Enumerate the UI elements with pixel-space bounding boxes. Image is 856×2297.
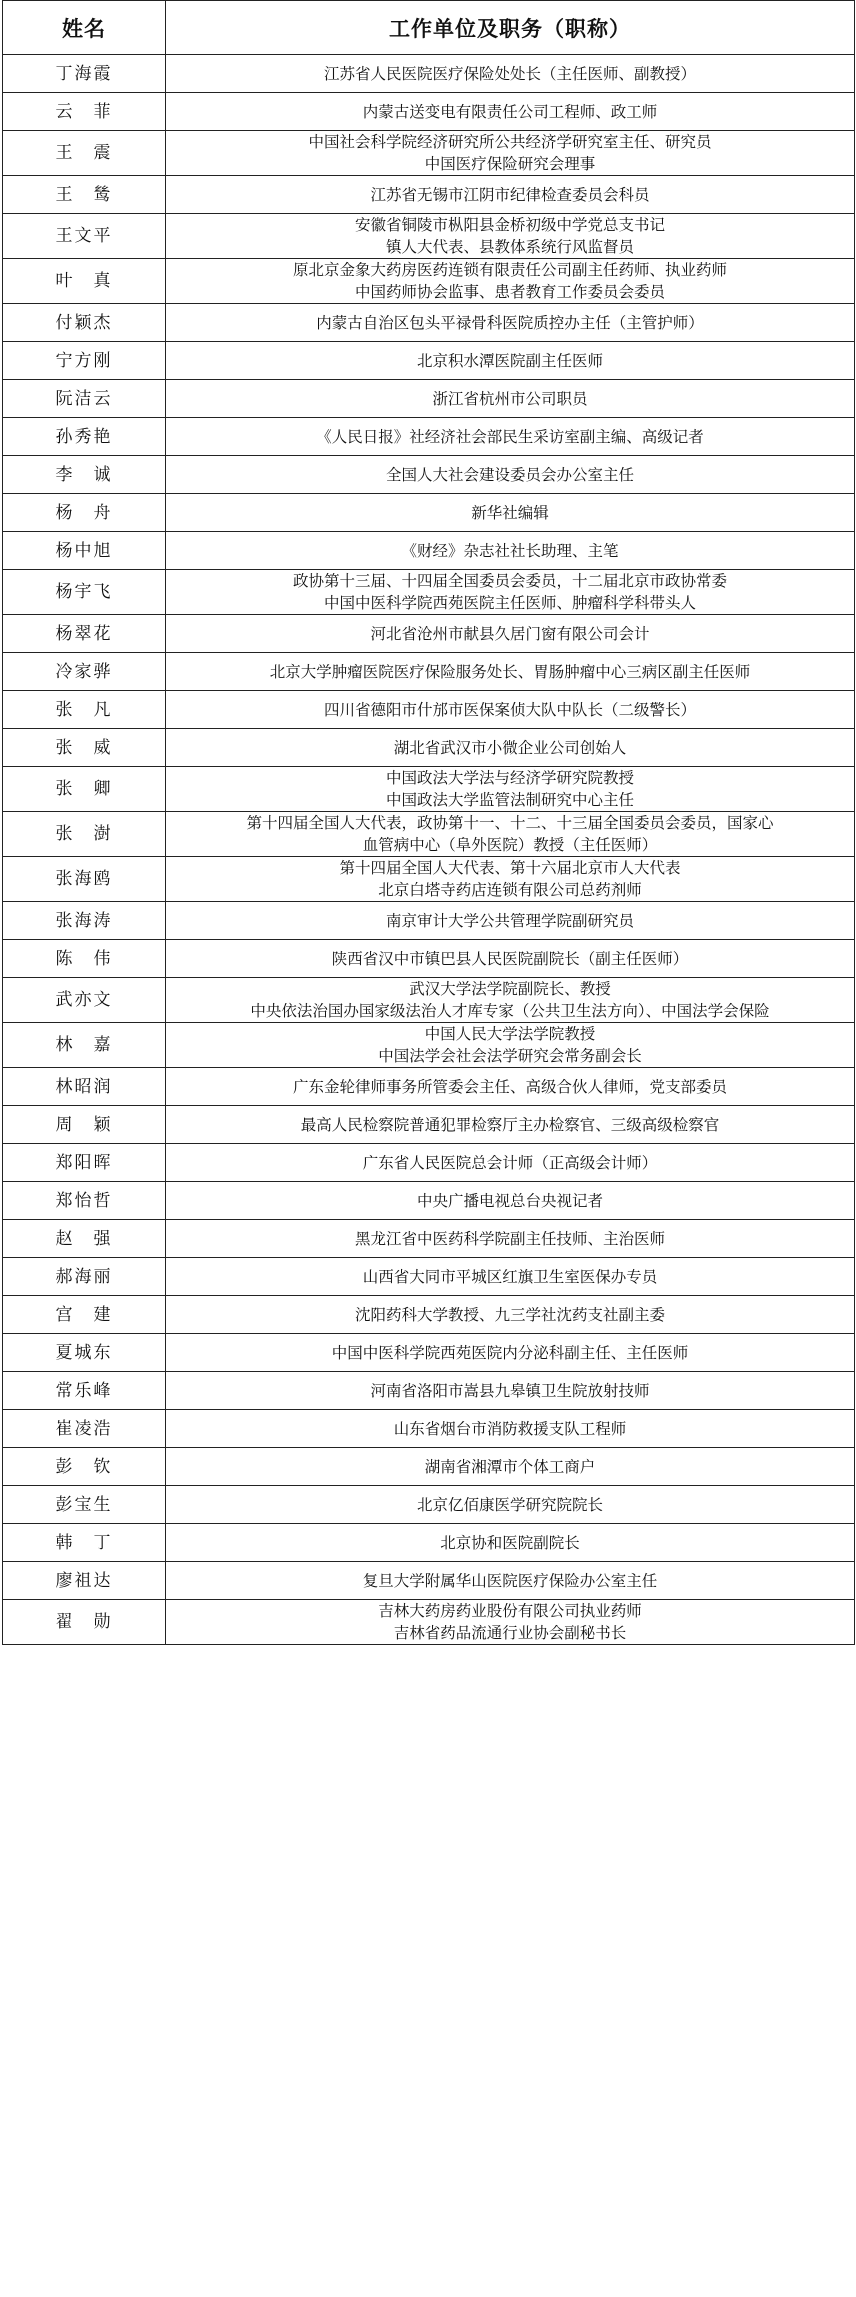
name-column-header: 姓名	[3, 1, 166, 55]
member-affiliation	[166, 902, 855, 940]
affiliation-line: 沈阳药科大学教授、九三学社沈药支社副主委	[354, 1305, 665, 1324]
table-row	[3, 214, 855, 259]
affiliation-line: 河南省洛阳市嵩县九皋镇卫生院放射技师	[370, 1381, 650, 1400]
member-name: 张 澍	[3, 812, 166, 857]
table-row	[3, 1023, 855, 1068]
member-name: 阮洁云	[3, 380, 166, 418]
member-affiliation	[166, 691, 855, 729]
table-row	[3, 857, 855, 902]
member-name: 叶 真	[3, 259, 166, 304]
header-row	[3, 1, 855, 55]
table-row	[3, 55, 855, 93]
affiliation-line: 中国法学会社会法学研究会常务副会长	[378, 1047, 642, 1065]
member-name: 林 嘉	[3, 1023, 166, 1068]
table-row	[3, 494, 855, 532]
affiliation-line: 《财经》杂志社社长助理、主笔	[401, 541, 619, 560]
member-name: 彭宝生	[3, 1486, 166, 1524]
member-affiliation	[166, 55, 855, 93]
member-name: 付颖杰	[3, 304, 166, 342]
table-row	[3, 1068, 855, 1106]
member-affiliation	[166, 1182, 855, 1220]
affiliation-line: 广东金轮律师事务所管委会主任、高级合伙人律师，党支部委员	[292, 1077, 727, 1096]
member-affiliation	[166, 1562, 855, 1600]
affiliation-line: 血管病中心（阜外医院）教授（主任医师）	[362, 836, 658, 854]
affiliation-line: 河北省沧州市献县久居门窗有限公司会计	[370, 624, 650, 643]
table-row	[3, 691, 855, 729]
affiliation-line: 中国政法大学监管法制研究中心主任	[385, 791, 634, 809]
table-row	[3, 1486, 855, 1524]
affiliation-line: 四川省德阳市什邡市医保案侦大队中队长（二级警长）	[323, 700, 696, 719]
table-row	[3, 532, 855, 570]
member-name: 崔凌浩	[3, 1410, 166, 1448]
affiliation-line: 安徽省铜陵市枞阳县金桥初级中学党总支书记	[354, 216, 665, 234]
member-name: 郑怡哲	[3, 1182, 166, 1220]
affiliation-line: 广东省人民医院总会计师（正高级会计师）	[362, 1153, 658, 1172]
member-affiliation	[166, 1144, 855, 1182]
member-affiliation	[166, 1524, 855, 1562]
affiliation-line: 吉林省药品流通行业协会副秘书长	[393, 1624, 627, 1642]
affiliation-line: 镇人大代表、县教体系统行风监督员	[385, 238, 634, 256]
member-affiliation	[166, 418, 855, 456]
member-name: 丁海霞	[3, 55, 166, 93]
member-affiliation	[166, 1068, 855, 1106]
member-name: 张 威	[3, 729, 166, 767]
member-name: 林昭润	[3, 1068, 166, 1106]
roster-body	[3, 55, 855, 1645]
member-affiliation	[166, 532, 855, 570]
member-name: 廖祖达	[3, 1562, 166, 1600]
affiliation-line: 中国中医科学院西苑医院内分泌科副主任、主任医师	[331, 1343, 689, 1362]
member-affiliation	[166, 494, 855, 532]
member-name: 陈 伟	[3, 940, 166, 978]
member-affiliation	[166, 1258, 855, 1296]
table-row	[3, 1524, 855, 1562]
member-name: 张 凡	[3, 691, 166, 729]
affiliation-line: 内蒙古自治区包头平禄骨科医院质控办主任（主管护师）	[316, 313, 704, 332]
member-name: 翟 勋	[3, 1600, 166, 1645]
affiliation-line: 陕西省汉中市镇巴县人民医院副院长（副主任医师）	[331, 949, 689, 968]
member-affiliation	[166, 131, 855, 176]
affiliation-line: 北京积水潭医院副主任医师	[416, 351, 603, 370]
member-affiliation	[166, 93, 855, 131]
member-name: 宁方刚	[3, 342, 166, 380]
member-name: 冷家骅	[3, 653, 166, 691]
affiliation-line: 复旦大学附属华山医院医疗保险办公室主任	[362, 1571, 658, 1590]
table-row	[3, 978, 855, 1023]
member-affiliation	[166, 653, 855, 691]
member-name: 张海涛	[3, 902, 166, 940]
table-row	[3, 1296, 855, 1334]
affiliation-line: 《人民日报》社经济社会部民生采访室副主编、高级记者	[316, 427, 704, 446]
table-row	[3, 1182, 855, 1220]
affiliation-line: 北京大学肿瘤医院医疗保险服务处长、胃肠肿瘤中心三病区副主任医师	[269, 662, 751, 681]
member-affiliation	[166, 214, 855, 259]
affiliation-line: 最高人民检察院普通犯罪检察厅主办检察官、三级高级检察官	[300, 1115, 720, 1134]
affiliation-line: 中国中医科学院西苑医院主任医师、肿瘤科学科带头人	[323, 594, 696, 612]
table-row	[3, 1372, 855, 1410]
affiliation-line: 山西省大同市平城区红旗卫生室医保办专员	[362, 1267, 658, 1286]
member-name: 郝海丽	[3, 1258, 166, 1296]
table-row	[3, 1334, 855, 1372]
table-row	[3, 259, 855, 304]
affiliation-line: 北京协和医院副院长	[440, 1533, 580, 1552]
affiliation-line: 武汉大学法学院副院长、教授	[409, 980, 611, 998]
member-affiliation	[166, 1410, 855, 1448]
table-row	[3, 1410, 855, 1448]
member-affiliation	[166, 380, 855, 418]
affiliation-line: 新华社编辑	[471, 503, 549, 522]
member-affiliation	[166, 1220, 855, 1258]
table-row	[3, 342, 855, 380]
member-affiliation	[166, 304, 855, 342]
table-row	[3, 418, 855, 456]
affiliation-line: 中国人民大学法学院教授	[424, 1025, 596, 1043]
member-affiliation	[166, 1486, 855, 1524]
member-name: 郑阳晖	[3, 1144, 166, 1182]
table-row	[3, 812, 855, 857]
member-affiliation	[166, 767, 855, 812]
member-name: 杨中旭	[3, 532, 166, 570]
member-affiliation	[166, 1600, 855, 1645]
table-row	[3, 131, 855, 176]
table-row	[3, 176, 855, 214]
member-name: 武亦文	[3, 978, 166, 1023]
affiliation-line: 南京审计大学公共管理学院副研究员	[385, 911, 634, 930]
affiliation-line: 内蒙古送变电有限责任公司工程师、政工师	[362, 102, 658, 121]
affiliation-line: 中国社会科学院经济研究所公共经济学研究室主任、研究员	[308, 133, 712, 151]
member-name: 李 诚	[3, 456, 166, 494]
member-affiliation	[166, 940, 855, 978]
affiliation-line: 江苏省无锡市江阴市纪律检查委员会科员	[370, 185, 650, 204]
affiliation-line: 中国医疗保险研究会理事	[424, 155, 596, 173]
member-name: 张 卿	[3, 767, 166, 812]
member-name: 王 震	[3, 131, 166, 176]
member-name: 常乐峰	[3, 1372, 166, 1410]
table-row	[3, 767, 855, 812]
member-name: 杨宇飞	[3, 570, 166, 615]
table-row	[3, 1220, 855, 1258]
member-name: 王文平	[3, 214, 166, 259]
member-affiliation	[166, 1023, 855, 1068]
affiliation-line: 第十四届全国人大代表、第十六届北京市人大代表	[339, 859, 681, 877]
affiliation-line: 江苏省人民医院医疗保险处处长（主任医师、副教授）	[323, 64, 696, 83]
member-affiliation	[166, 259, 855, 304]
affiliation-line: 政协第十三届、十四届全国委员会委员，十二届北京市政协常委	[292, 572, 727, 590]
member-affiliation	[166, 1448, 855, 1486]
member-name: 彭 钦	[3, 1448, 166, 1486]
member-name: 杨翠花	[3, 615, 166, 653]
member-affiliation	[166, 812, 855, 857]
table-row	[3, 93, 855, 131]
member-affiliation	[166, 978, 855, 1023]
member-name: 张海鸥	[3, 857, 166, 902]
table-row	[3, 653, 855, 691]
affiliation-line: 湖南省湘潭市个体工商户	[424, 1457, 596, 1476]
member-name: 宫 建	[3, 1296, 166, 1334]
member-name: 杨 舟	[3, 494, 166, 532]
affiliation-line: 原北京金象大药房医药连锁有限责任公司副主任药师、执业药师	[292, 261, 727, 279]
table-row	[3, 570, 855, 615]
member-roster-table	[2, 0, 855, 1645]
table-row	[3, 902, 855, 940]
member-affiliation	[166, 729, 855, 767]
affiliation-line: 中央广播电视总台央视记者	[416, 1191, 603, 1210]
member-name: 孙秀艳	[3, 418, 166, 456]
affiliation-line: 山东省烟台市消防救援支队工程师	[393, 1419, 627, 1438]
affiliation-line: 中央依法治国办国家级法治人才库专家（公共卫生法方向）、中国法学会保险	[250, 1002, 770, 1020]
affiliation-line: 第十四届全国人大代表，政协第十一、十二、十三届全国委员会委员，国家心	[246, 814, 774, 832]
affiliation-line: 北京亿佰康医学研究院院长	[416, 1495, 603, 1514]
affiliation-line: 浙江省杭州市公司职员	[432, 389, 588, 408]
table-row	[3, 1106, 855, 1144]
table-row	[3, 1600, 855, 1645]
member-affiliation	[166, 615, 855, 653]
affiliation-line: 吉林大药房药业股份有限公司执业药师	[378, 1602, 642, 1620]
member-affiliation	[166, 570, 855, 615]
member-affiliation	[166, 456, 855, 494]
member-name: 云 菲	[3, 93, 166, 131]
title-column-header: 工作单位及职务（职称）	[166, 1, 855, 55]
table-row	[3, 304, 855, 342]
affiliation-line: 湖北省武汉市小微企业公司创始人	[393, 738, 627, 757]
affiliation-line: 全国人大社会建设委员会办公室主任	[385, 465, 634, 484]
affiliation-line: 北京白塔寺药店连锁有限公司总药剂师	[378, 881, 642, 899]
table-row	[3, 380, 855, 418]
table-row	[3, 1448, 855, 1486]
affiliation-line: 中国政法大学法与经济学研究院教授	[385, 769, 634, 787]
member-name: 王 鸶	[3, 176, 166, 214]
table-row	[3, 1258, 855, 1296]
table-row	[3, 940, 855, 978]
member-affiliation	[166, 342, 855, 380]
member-affiliation	[166, 857, 855, 902]
member-name: 周 颖	[3, 1106, 166, 1144]
table-row	[3, 615, 855, 653]
table-row	[3, 456, 855, 494]
member-affiliation	[166, 1296, 855, 1334]
member-affiliation	[166, 1106, 855, 1144]
member-name: 韩 丁	[3, 1524, 166, 1562]
affiliation-line: 黑龙江省中医药科学院副主任技师、主治医师	[354, 1229, 665, 1248]
table-row	[3, 1144, 855, 1182]
member-name: 夏城东	[3, 1334, 166, 1372]
member-affiliation	[166, 176, 855, 214]
member-affiliation	[166, 1334, 855, 1372]
table-row	[3, 729, 855, 767]
member-name: 赵 强	[3, 1220, 166, 1258]
member-affiliation	[166, 1372, 855, 1410]
table-row	[3, 1562, 855, 1600]
affiliation-line: 中国药师协会监事、患者教育工作委员会委员	[354, 283, 665, 301]
